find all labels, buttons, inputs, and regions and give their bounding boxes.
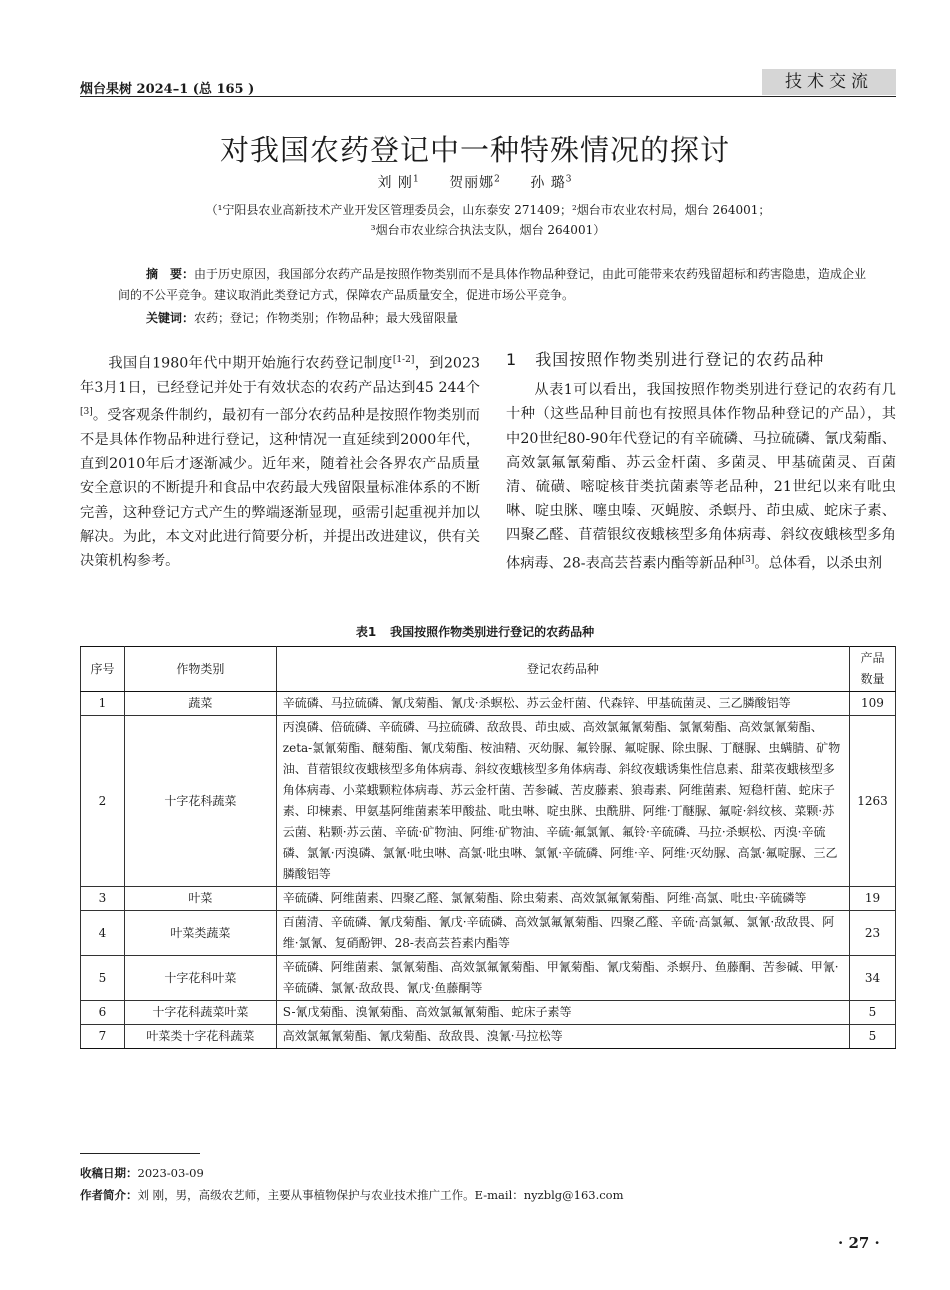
- section-heading: 1 我国按照作物类别进行登记的农药品种: [506, 350, 825, 369]
- author-bio: 作者简介：刘 刚，男，高级农艺师，主要从事植物保护与农业技术推广工作。E-mail：nyzblg@163.com: [80, 1188, 624, 1202]
- table-row: 6 十字花科蔬菜叶菜 S-氰戊菊酯、溴氰菊酯、高效氯氟氰菊酯、蛇床子素等 5: [81, 1001, 896, 1025]
- table-row: 5 十字花科叶菜 辛硫磷、阿维菌素、氯氰菊酯、高效氯氟氰菊酯、甲氰菊酯、氰戊菊酯、杀螟丹、鱼藤酮、苦参碱、甲氰·辛硫磷、氯氰·敌敌畏、氰戊·鱼藤酮等 34: [81, 956, 896, 1001]
- table-row: 3 叶菜 辛硫磷、阿维菌素、四聚乙醛、氯氰菊酯、除虫菊素、高效氯氟氰菊酯、阿维·高氯、吡虫·辛硫磷等 19: [81, 887, 896, 911]
- intro-paragraph: 我国自1980年代中期开始施行农药登记制度[1-2]，到2023年3月1日，已经登记并处于有效状态的农药产品达到45 244个[3]。受客观条件制约，最初有一部分农药品种是按照作物类别而不是具体作物品种进行登记，这种情况一直延续到2000年代，直到2010年后才逐渐减少。近年来，随着社会各界农产品质量安全意识的不断提升和食品中农药最大残留限量标准体系的不断完善，这种登记方式产生的弊端逐渐显现，亟需引起重视并加以解决。为此，本文对此进行简要分析，并提出改进建议，供有关决策机构参考。: [80, 355, 480, 570]
- table-row: 2 十字花科蔬菜 丙溴磷、倍硫磷、辛硫磷、马拉硫磷、敌敌畏、茚虫威、高效氯氟氰菊酯、氯氰菊酯、高效氯氰菊酯、zeta-氯氰菊酯、醚菊酯、氰戊菊酯、桉油精、灭幼脲、氟铃脲、氟啶脲、除虫脲、丁醚脲、虫螨腈、矿物油、苜蓿银纹夜蛾核型多角体病毒、斜纹夜蛾核型多角体病毒、斜纹夜蛾诱集性信息素、甜菜夜蛾核型多角体病毒、小菜蛾颗粒体病毒、苏云金杆菌、苦参碱、苦皮藤素、狼毒素、阿维菌素、短稳杆菌、蛇床子素、印楝素、甲氨基阿维菌素苯甲酸盐、吡虫啉、啶虫脒、虫酰肼、阿维·丁醚脲、氟啶·斜纹核、菜颗·苏云菌、粘颗·苏云菌、辛硫·矿物油、阿维·矿物油、辛硫·氟氯氰、氟铃·辛硫磷、马拉·杀螟松、丙溴·辛硫磷、氯氰·丙溴磷、氯氰·吡虫啉、高氯·吡虫啉、氯氰·辛硫磷、阿维·辛、阿维·灭幼脲、高氯·氟啶脲、三乙膦酸铝等 1263: [81, 716, 896, 887]
- table-caption: 表1 我国按照作物类别进行登记的农药品种: [355, 625, 595, 639]
- section-label: 技术交流: [762, 69, 896, 95]
- table-row: 4 叶菜类蔬菜 百菌清、辛硫磷、氰戊菊酯、氰戊·辛硫磷、高效氯氟氰菊酯、四聚乙醛、辛硫·高氯氟、氯氰·敌敌畏、阿维·氯氰、复硝酚钾、28-表高芸苔素内酯等 23: [81, 911, 896, 956]
- column-header: 产品数量: [849, 647, 895, 692]
- abstract-text: 摘 要：由于历史原因，我国部分农药产品是按照作物类别而不是具体作物品种登记，由此可能带来农药残留超标和药害隐患，造成企业间的不公平竞争。建议取消此类登记方式，保障农产品质量安全，促进市场公平竞争。: [118, 267, 867, 302]
- keywords-label: 关键词：: [146, 311, 195, 325]
- footnote-rule: [80, 1153, 200, 1154]
- section1-paragraph: 从表1可以看出，我国按照作物类别进行登记的农药有几十种（这些品种目前也有按照具体作物品种登记的产品），其中20世纪80-90年代登记的有辛硫磷、马拉硫磷、氰戊菊酯、高效氯氟氰菊酯、苏云金杆菌、多菌灵、甲基硫菌灵、百菌清、硫磺、嘧啶核苷类抗菌素等老品种，21世纪以来有吡虫啉、啶虫脒、噻虫嗪、灭蝇胺、杀螟丹、茚虫威、蛇床子素、四聚乙醛、苜蓿银纹夜蛾核型多角体病毒、斜纹夜蛾核型多角体病毒、28-表高芸苔素内酯等新品种[3]。总体看，以杀虫剂: [506, 382, 896, 572]
- journal-header: 烟台果树 2024–1 (总 165 ): [80, 82, 255, 97]
- page-number: · 27 ·: [838, 1234, 880, 1252]
- citation[interactable]: [3]: [80, 407, 93, 418]
- abstract-label: 摘 要：: [146, 267, 195, 281]
- citation[interactable]: [3]: [741, 554, 755, 565]
- column-header: 序号: [81, 647, 125, 692]
- keywords: 关键词：农药；登记；作物类别；作物品种；最大残留限量: [146, 311, 459, 325]
- received-date: 收稿日期：2023-03-09: [80, 1166, 204, 1180]
- table-row: 1 蔬菜 辛硫磷、马拉硫磷、氰戊菊酯、氰戊·杀螟松、苏云金杆菌、代森锌、甲基硫菌灵、三乙膦酸铝等 109: [81, 692, 896, 716]
- author: 贺丽娜$^2$: [449, 174, 501, 191]
- author-list: [0, 172, 950, 192]
- author: 孙 璐$^3$: [530, 174, 573, 191]
- affiliation-line: ³烟台市农业综合执法支队，烟台 264001）: [370, 223, 606, 237]
- paper-title: 对我国农药登记中一种特殊情况的探讨: [219, 133, 730, 167]
- section1-column: [506, 348, 896, 576]
- author: 刘 刚$^1$: [377, 174, 420, 191]
- column-header: 登记农药品种: [276, 647, 849, 692]
- intro-column: [80, 348, 480, 573]
- footnotes: [80, 1162, 624, 1206]
- affiliation-line: （¹宁阳县农业高新技术产业开发区管理委员会，山东泰安 271409；²烟台市农业农村局，烟台 264001；: [205, 203, 771, 217]
- affiliations: [80, 200, 896, 240]
- abstract: [118, 264, 878, 329]
- header-rule: [80, 96, 896, 97]
- table-header-row: [81, 647, 896, 692]
- citation[interactable]: [1-2]: [392, 355, 415, 365]
- registration-table: [80, 646, 896, 1049]
- column-header: 作物类别: [124, 647, 276, 692]
- table-row: 7 叶菜类十字花科蔬菜 高效氯氟氰菊酯、氰戊菊酯、敌敌畏、溴氰·马拉松等 5: [81, 1025, 896, 1049]
